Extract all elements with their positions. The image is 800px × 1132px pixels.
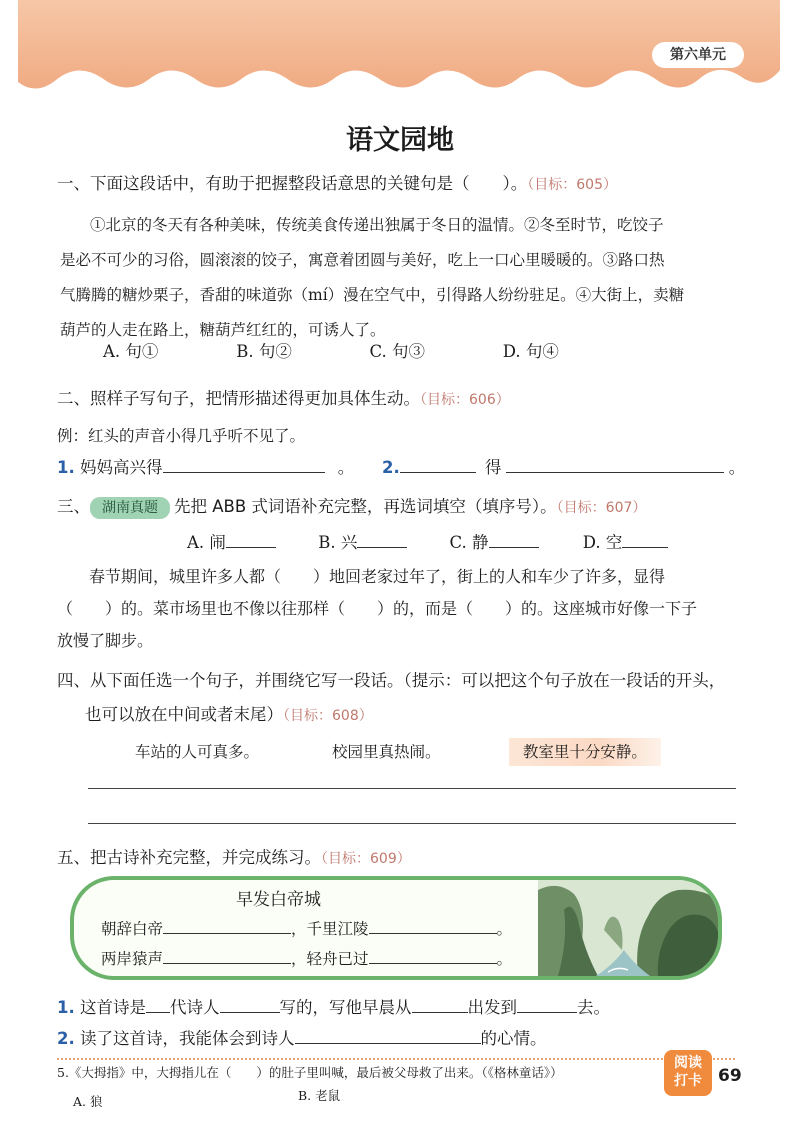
q1-option-d[interactable]: D. 句④ xyxy=(502,342,559,361)
q2-blank-2a[interactable] xyxy=(400,456,476,473)
q3-prompt: 三、 湖南真题 先把 ABB 式词语补充完整，再选词填空（填序号）。（目标：607） xyxy=(57,495,646,520)
reading-option-b[interactable]: B. 老鼠 xyxy=(298,1088,341,1103)
poem-title: 早发白帝城 xyxy=(236,890,321,910)
q4-sentences xyxy=(135,738,661,766)
q1-option-a[interactable]: A. 句① xyxy=(103,342,159,361)
q3-option-b[interactable]: B. 兴 xyxy=(318,531,444,555)
unit-badge: 第六单元 xyxy=(652,42,744,68)
poem-blank-3[interactable] xyxy=(163,947,291,964)
q2-blank-2b[interactable] xyxy=(506,456,724,473)
q1-prompt: 一、下面这段话中，有助于把握整段话意思的关键句是（ ）。（目标：605） xyxy=(57,174,617,193)
q1-option-b[interactable]: B. 句② xyxy=(236,342,292,361)
q3-option-c[interactable]: C. 静 xyxy=(450,531,578,555)
page-title: 语文园地 xyxy=(346,125,454,156)
reading-option-a[interactable]: A. 狼 xyxy=(73,1094,103,1109)
q2-blank-1[interactable] xyxy=(163,456,325,473)
q3-source-badge: 湖南真题 xyxy=(90,497,170,519)
q2-item-2: 2. 得 。 xyxy=(382,458,746,477)
q2-example: 例：红头的声音小得几乎听不见了。 xyxy=(57,427,306,445)
q4-prompt: 四、从下面任选一个句子，并围绕它写一段话。（提示：可以把这个句子放在一段话的开头， 也可以放在中间或者末尾）（目标：608） xyxy=(57,671,726,724)
q4-sentence-2[interactable]: 校园里真热闹。 xyxy=(331,743,441,761)
q5-exercise-2: 2. 读了这首诗，我能体会到诗人 的心情。 xyxy=(57,1029,547,1048)
reading-question: 5.《大拇指》中，大拇指儿在（ ）的肚子里叫喊，最后被父母救了出来。（《格林童话》） xyxy=(57,1065,563,1080)
footer-divider xyxy=(57,1058,735,1060)
reading-checkin-badge: 阅读 打卡 xyxy=(664,1050,712,1096)
q4-sentence-1[interactable]: 车站的人可真多。 xyxy=(135,743,260,761)
q3-option-d[interactable]: D. 空 xyxy=(583,531,669,555)
q5-prompt: 五、把古诗补充完整，并完成练习。（目标：609） xyxy=(57,848,411,867)
q4-answer-line-1[interactable] xyxy=(88,788,736,789)
q1-paragraph: ①北京的冬天有各种美味，传统美食传递出独属于冬日的温情。②冬至时节，吃饺子 是必不可少的习俗，圆滚滚的饺子，寓意着团圆与美好，吃上一口心里暖暖的。③路口热 气腾腾的糖炒栗子，香甜的味道弥（mí）漫在空气中，引得路人纷纷驻足。④大街上，卖糖 葫芦的人走在路上，糖葫芦红红的，可诱人了。 xyxy=(60,216,685,339)
q2-item-1: 1. 妈妈高兴得 。 xyxy=(57,458,355,477)
q3-option-a[interactable]: A. 闹 xyxy=(187,531,313,555)
q3-paragraph: 春节期间，城里许多人都（ ）地回老家过年了，街上的人和车少了许多，显得 （ ）的。菜市场里也不像以往那样（ ）的，而是（ ）的。这座城市好像一下子 放慢了脚步。 xyxy=(57,567,698,650)
q1-option-c[interactable]: C. 句③ xyxy=(369,342,426,361)
q3-options xyxy=(187,531,668,555)
q4-answer-line-2[interactable] xyxy=(88,823,736,824)
poem-line-2: 两岸猿声 ，轻舟已过 。 xyxy=(101,947,512,971)
q1-options xyxy=(103,340,559,364)
q2-prompt: 二、照样子写句子，把情形描述得更加具体生动。（目标：606） xyxy=(57,389,510,408)
poem-blank-4[interactable] xyxy=(369,947,497,964)
q4-sentence-3[interactable]: 教室里十分安静。 xyxy=(509,738,661,766)
page-number: 69 xyxy=(718,1066,742,1086)
poem-blank-2[interactable] xyxy=(369,917,497,934)
poem-illustration xyxy=(538,880,718,976)
poem-line-1: 朝辞白帝 ，千里江陵 。 xyxy=(101,917,512,941)
q5-exercise-1: 1. 这首诗是 代诗人 写的，写他早晨从 出发到 去。 xyxy=(57,998,610,1017)
poem-blank-1[interactable] xyxy=(163,917,291,934)
